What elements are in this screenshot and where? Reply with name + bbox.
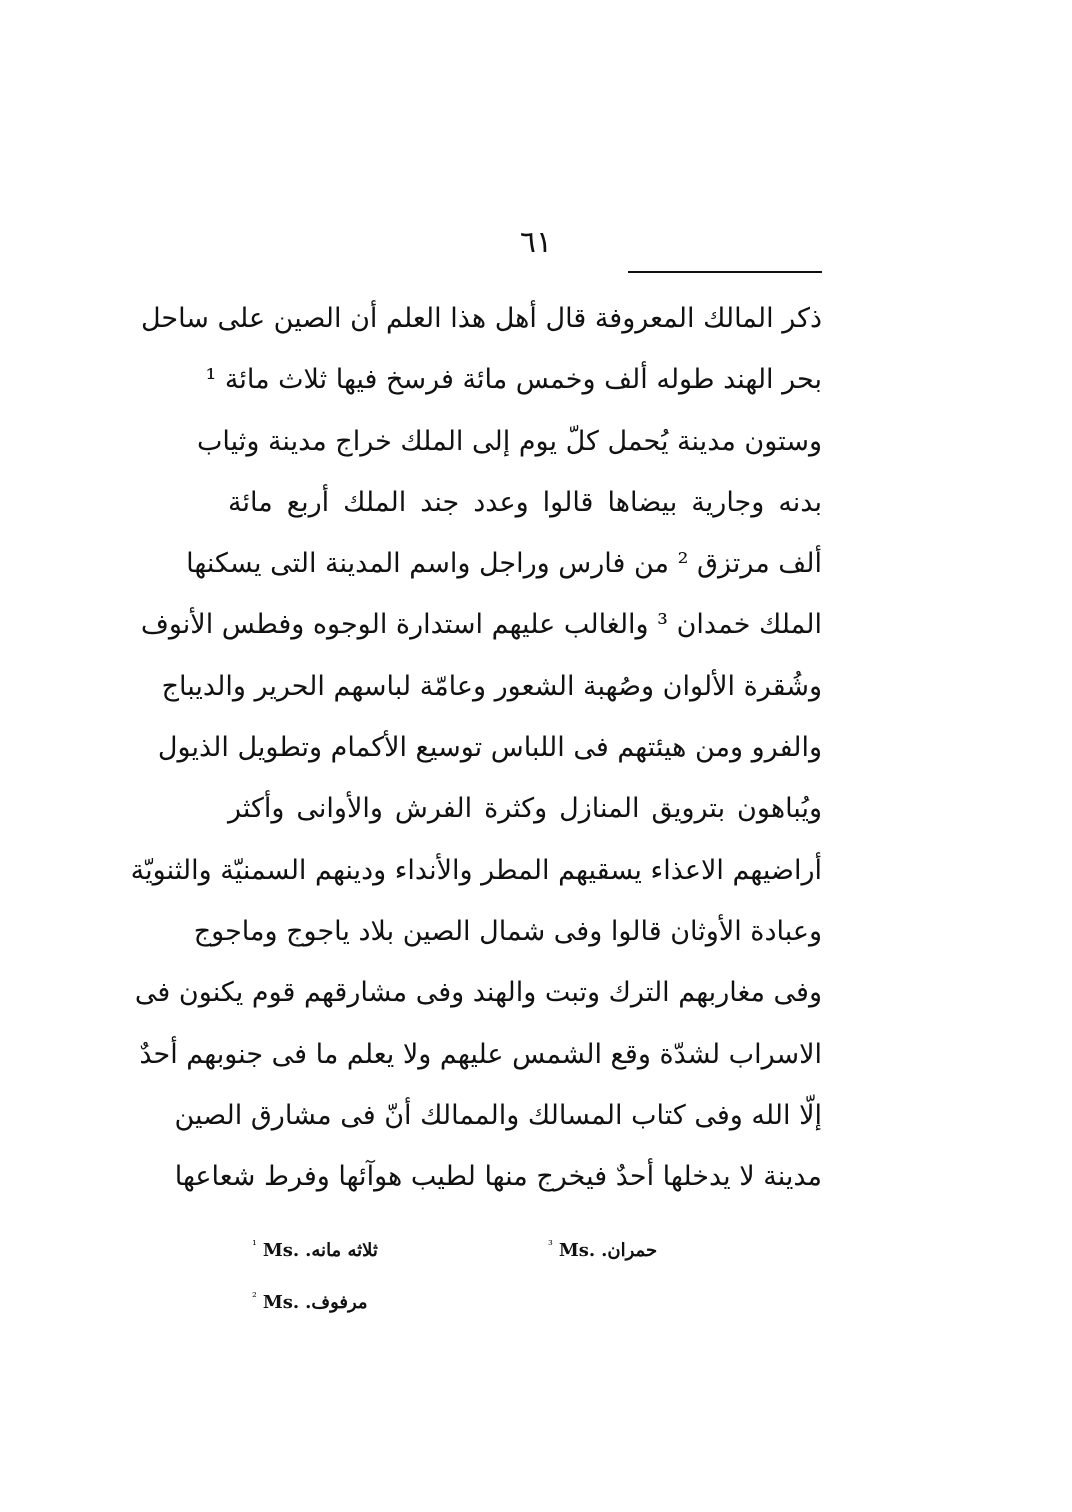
- footnote-label: Ms.: [558, 1240, 596, 1261]
- text-line-14: إلّا الله وفى كتاب المسالك والممالك أنّ فى مشارق الصين: [174, 1099, 822, 1131]
- footnote-text: ثلاثه مانه.: [305, 1240, 378, 1261]
- footnote-label: Ms.: [262, 1240, 300, 1261]
- text-line-1: ذكر المالك المعروفة قال أهل هذا العلم أن الصين على ساحل: [140, 303, 822, 334]
- footnote-mark: ²: [252, 1290, 257, 1304]
- footnotes: [0, 1225, 1072, 1335]
- body-text: [130, 288, 822, 1207]
- footnote-mark: ¹: [252, 1238, 257, 1252]
- footnote-1: [252, 1225, 378, 1265]
- text-line-4: بدنه وجارية بيضاها قالوا وعدد جند الملك أربع مائة: [228, 486, 822, 518]
- page-number: ٦١: [519, 225, 553, 260]
- text-line-2: بحر الهند طوله ألف وخمس مائة فرسخ فيها ثلاث مائة ¹: [205, 364, 822, 396]
- footnote-2: [252, 1277, 368, 1317]
- footnote-label: Ms.: [262, 1292, 300, 1313]
- text-line-7: وشُقرة الألوان وصُهبة الشعور وعامّة لباسهم الحرير والديباج: [161, 670, 822, 702]
- text-line-9: ويُباهون بترويق المنازل وكثرة الفرش والأوانى وأكثر: [228, 793, 822, 825]
- text-line-15: مدينة لا يدخلها أحدٌ فيخرج منها لطيب هوآئها وفرط شعاعها: [174, 1161, 822, 1193]
- text-line-12: وفى مغاربهم الترك وتبت والهند وفى مشارقهم قوم يكنون فى: [134, 977, 822, 1009]
- text-line-3: وستون مدينة يُحمل كلّ يوم إلى الملك خراج مدينة وثياب: [197, 425, 822, 457]
- footnote-text: حمران.: [601, 1240, 658, 1261]
- text-line-11: وعبادة الأوثان قالوا وفى شمال الصين بلاد ياجوج وماجوج: [193, 915, 822, 947]
- footnote-3: [548, 1225, 657, 1265]
- footnote-mark: ³: [548, 1238, 553, 1252]
- text-line-10: أراضيهم الاعذاء يسقيهم المطر والأنداء ودينهم السمنيّة والثنويّة: [130, 854, 822, 886]
- header-rule: [628, 271, 822, 273]
- text-line-8: والفرو ومن هيئتهم فى اللباس توسيع الأكمام وتطويل الذيول: [157, 732, 822, 764]
- text-line-5: ألف مرتزق ² من فارس وراجل واسم المدينة التى يسكنها: [186, 548, 822, 580]
- footnote-text: مرفوف.: [305, 1292, 368, 1313]
- text-line-13: الاسراب لشدّة وقع الشمس عليهم ولا يعلم ما فى جنوبهم أحدٌ: [139, 1038, 822, 1070]
- text-line-6: الملك خمدان ³ والغالب عليهم استدارة الوجوه وفطس الأنوف: [140, 609, 822, 641]
